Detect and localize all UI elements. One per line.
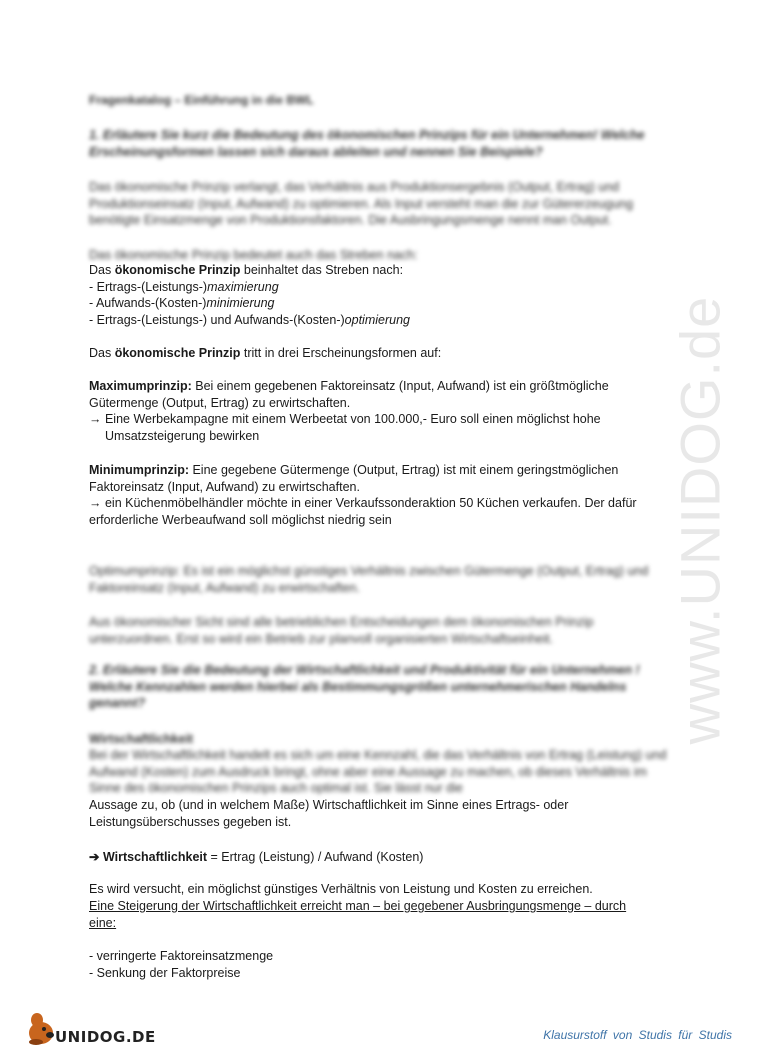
arrow-icon: ➔ [89,850,103,864]
minimum-principle: Minimumprinzip: Eine gegebene Gütermenge (Output, Ertrag) ist mit einem geringstmöglichen Faktoreinsatz (Input, Aufwand) zu erwirtschaften. → ein Küchenmöbelhändler möchte in einer Verkaufssonderaktion 50 Küchen verkaufen. Der dafür erforderliche Werbeaufwand soll möglichst niedrig sein [89,462,684,528]
list-item: - Ertrags-(Leistungs-)maximierung [89,279,279,294]
forms-line: Das ökonomische Prinzip tritt in drei Erscheinungsformen auf: [89,346,442,360]
list-item: - Ertrags-(Leistungs-) und Aufwands-(Kosten-)optimierung [89,312,410,327]
section-heading: Wirtschaftlichkeit [89,732,194,746]
maximum-example-cont: Umsatzsteigerung bewirken [105,428,260,443]
formula-line: ➔ Wirtschaftlichkeit = Ertrag (Leistung) / Aufwand (Kosten) [89,850,424,864]
list-item: - verringerte Faktoreinsatzmenge [89,949,274,963]
list-item: - Aufwands-(Kosten-)minimierung [89,296,275,310]
minimum-label: Minimumprinzip: [89,463,189,477]
list-item: - Senkung der Faktorpreise [89,965,241,980]
versuch-line: Es wird versucht, ein möglichst günstiges Verhältnis von Leistung und Kosten zu erreichen. [89,882,593,896]
blurred-paragraph-1b: Das ökonomische Prinzip bedeutet auch das Streben nach: [89,248,418,262]
intro-block [89,262,669,328]
question-2: 2. Erläutere Sie die Bedeutung der Wirtschaftlichkeit und Produktivität für ein Unternehmen ! Welche Kennzahlen werden hierbei als Bestimmungsgrößen unternehmerischen Handelns genannt? [89,663,640,710]
minimum-example: → ein Küchenmöbelhändler möchte in einer Verkaufssonderaktion 50 Küchen verkaufen. Der dafür erforderliche Werbeaufwand soll möglichst niedrig sein [89,496,637,527]
doc-title: Fragenkatalog – Einführung in die BWL [89,93,314,107]
aussage-paragraph: Aussage zu, ob (und in welchem Maße) Wirtschaftlichkeit im Sinne eines Ertrags- oder Leistungsüberschusses gegeben ist. [89,798,569,829]
maximum-label: Maximumprinzip: [89,379,192,393]
factor-list [89,948,669,981]
intro-line: Das ökonomische Prinzip beinhaltet das Streben nach: [89,263,404,277]
watermark-text: www.UNIDOG.de [668,295,732,745]
blurred-paragraph-3: Bei der Wirtschaftlichkeit handelt es sich um eine Kennzahl, die das Verhältnis von Ertrag (Leistung) und Aufwand (Kosten) zum Ausdruck bringt, ohne aber eine Aussage zu machen, ob dieses Verhältnis im Sinne des ökonomischen Prinzips auch optimal ist. Sie lässt nur die [89,748,667,795]
logo-text: UNIDOG.DE [55,1028,156,1046]
steigerung-line: Eine Steigerung der Wirtschaftlichkeit erreicht man – bei gegebener Ausbringungsmenge – durch eine: [89,899,627,930]
optimum-principle: Optimumprinzip: Es ist ein möglichst günstiges Verhältnis zwischen Gütermenge (Output, Ertrag) und Faktoreinsatz (Input, Aufwand) zu erwirtschaften. [89,564,649,595]
blurred-paragraph-1: Das ökonomische Prinzip verlangt, das Verhältnis aus Produktionsergebnis (Output, Ertrag) und Produktionseinsatz (Input, Aufwand) zu optimieren. Als Input versteht man die zur Gütererzeugung benötigte Einsatzmenge von Produktionsfaktoren. Die Ausbringungsmenge nennt man Output. [89,180,634,227]
question-1: 1. Erläutere Sie kurz die Bedeutung des ökonomischen Prinzips für ein Unternehmen! Welche Erscheinungsformen lassen sich daraus ableiten und nennen Sie Beispiele? [89,128,645,159]
maximum-example: → Eine Werbekampagne mit einem Werbeetat von 100.000,- Euro soll einen möglichst hohe [89,412,601,426]
footer-tagline: Klausurstoff von Studis für Studis [543,1028,732,1042]
blurred-paragraph-2: Aus ökonomischer Sicht sind alle betrieblichen Entscheidungen dem ökonomischen Prinzip unterzuordnen. Erst so wird ein Betrieb zur planvoll organisierten Wirtschaftseinheit. [89,615,594,646]
maximum-principle: Maximumprinzip: Bei einem gegebenen Faktoreinsatz (Input, Aufwand) ist ein größtmögliche Gütermenge (Output, Ertrag) zu erwirtschaften. → Eine Werbekampagne mit einem Werbeetat von 100.000,- Euro soll einen möglichst hohe Umsatzsteigerung bewirken [89,378,679,444]
principle-list [89,279,669,329]
